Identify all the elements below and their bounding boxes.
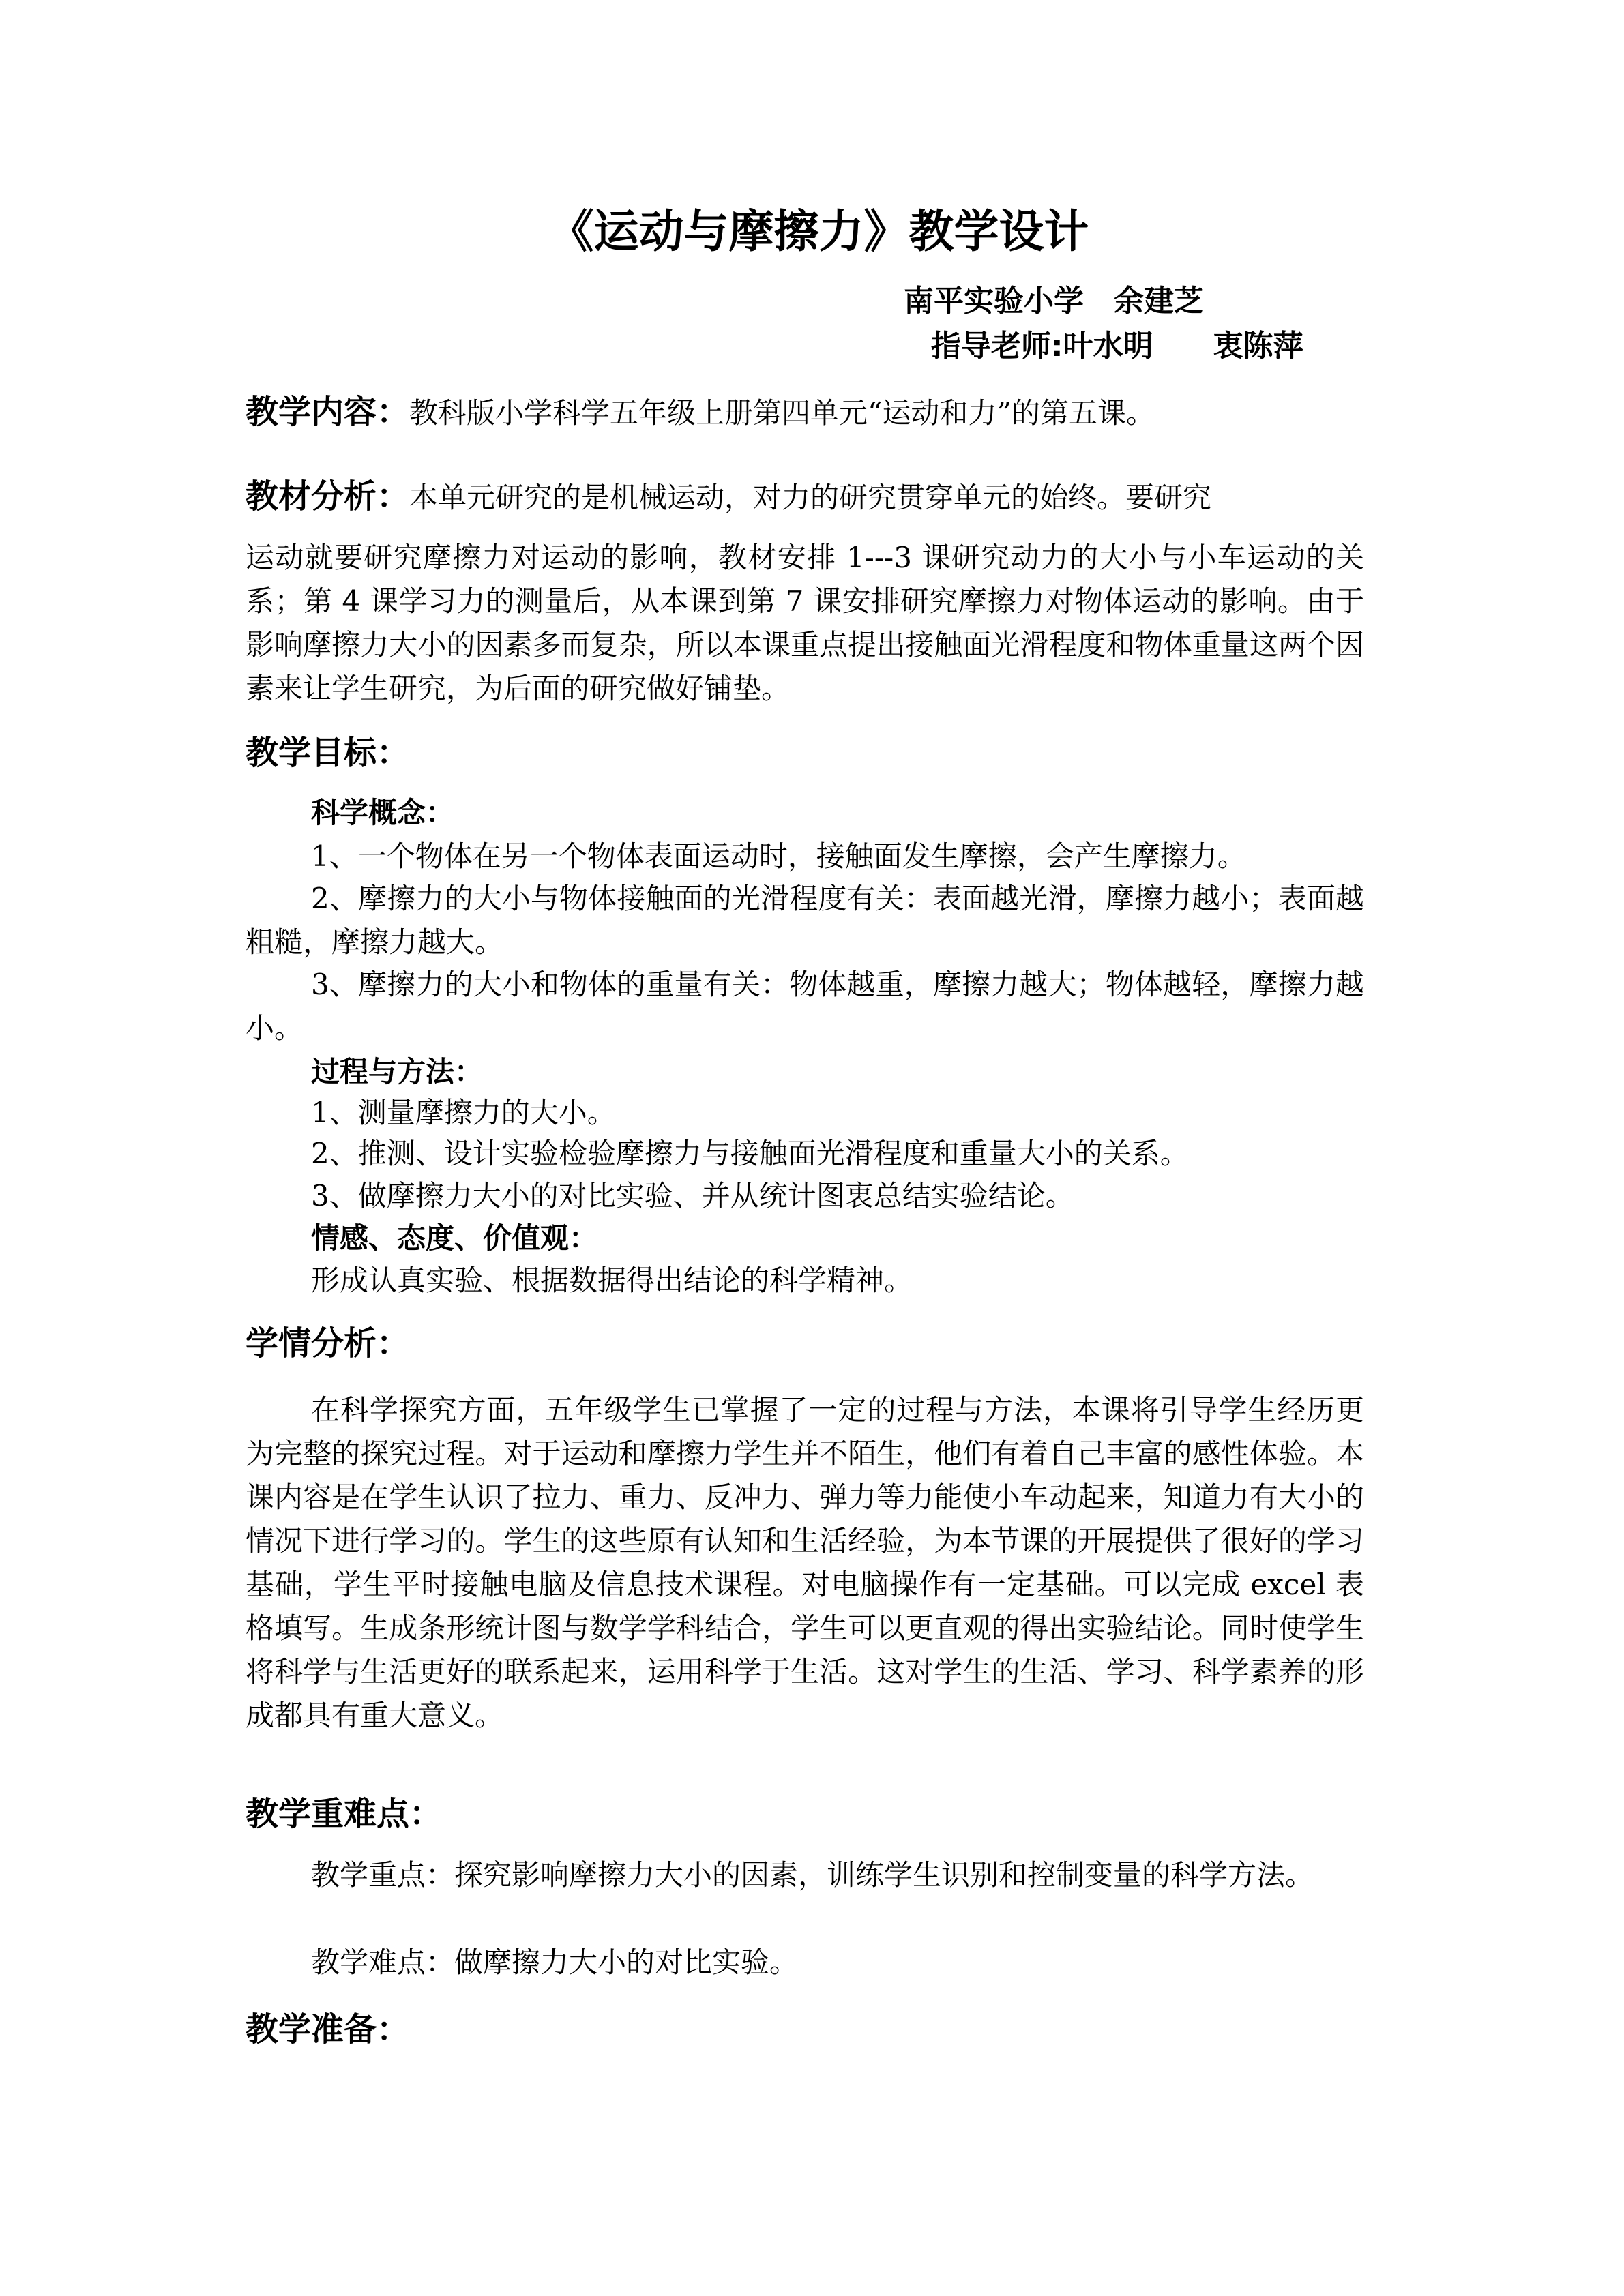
preparation-heading: 教学准备： (246, 2010, 410, 2048)
author-line: 南平实验小学 余建芝 (904, 284, 1204, 318)
learner-text: 在科学探究方面，五年级学生已掌握了一定的过程与方法，本课将引导学生经历更为完整的探究过程。对于运动和摩擦力学生并不陌生，他们有着自己丰富的感性体验。本课内容是在学生认识了拉力、重力、反冲力、弹力等力能使小车动起来，知道力有大小的情况下进行学习的。学生的这些原有认知和生活经验，为本节课的开展提供了很好的学习基础，学生平时接触电脑及信息技术课程。对电脑操作有一定基础。可以完成 excel 表格填写。生成条形统计图与数学学科结合，学生可以更直观的得出实验结论。同时使学生将科学与生活更好的联系起来，运用科学于生活。这对学生的生活、学习、科学素养的形成都具有重大意义。 (246, 1393, 1364, 1732)
content-section (246, 390, 1155, 435)
concept-subheading: 科学概念： (311, 796, 455, 829)
difficult-point-text: 教学难点：做摩擦力大小的对比实验。 (311, 1945, 799, 1979)
material-heading: 教材分析： (246, 477, 410, 516)
learner-heading: 学情分析： (246, 1324, 410, 1362)
concept-item-1: 1、一个物体在另一个物体表面运动时，接触面发生摩擦，会产生摩擦力。 (311, 839, 1246, 873)
content-text: 教科版小学科学五年级上册第四单元“运动和力”的第五课。 (409, 396, 1155, 430)
process-subheading: 过程与方法： (311, 1055, 484, 1088)
concept-item-3: 3、摩擦力的大小和物体的重量有关：物体越重，摩擦力越大；物体越轻，摩擦力越小。 (246, 968, 1364, 1045)
document-title: 《运动与摩擦力》教学设计 (548, 205, 1089, 258)
content-heading: 教学内容： (246, 393, 410, 431)
key-points-heading: 教学重难点： (246, 1795, 443, 1833)
process-item-1: 1、测量摩擦力的大小。 (311, 1096, 616, 1129)
concept-item-2: 2、摩擦力的大小与物体接触面的光滑程度有关：表面越光滑，摩擦力越小；表面越粗糙，摩擦力越大。 (246, 882, 1364, 959)
advisor-line: 指导老师:叶水明 衷陈萍 (931, 329, 1303, 363)
process-item-2: 2、推测、设计实验检验摩擦力与接触面光滑程度和重量大小的关系。 (311, 1137, 1189, 1170)
material-section (246, 475, 1211, 520)
attitude-text: 形成认真实验、根据数据得出结论的科学精神。 (311, 1264, 913, 1297)
objectives-heading: 教学目标： (246, 734, 410, 772)
key-point-text: 教学重点：探究影响摩擦力大小的因素，训练学生识别和控制变量的科学方法。 (311, 1858, 1314, 1892)
material-first-line: 本单元研究的是机械运动，对力的研究贯穿单元的始终。要研究 (409, 481, 1212, 514)
process-item-3: 3、做摩擦力大小的对比实验、并从统计图衷总结实验结论。 (311, 1179, 1074, 1212)
material-body: 运动就要研究摩擦力对运动的影响，教材安排 1---3 课研究动力的大小与小车运动的关系；第 4 课学习力的测量后，从本课到第 7 课安排研究摩擦力对物体运动的影响。由于影响摩擦力大小的因素多而复杂，所以本课重点提出接触面光滑程度和物体重量这两个因素来让学生研究，为后面的研究做好铺垫。 (246, 541, 1364, 705)
attitude-subheading: 情感、态度、价值观： (311, 1221, 598, 1255)
